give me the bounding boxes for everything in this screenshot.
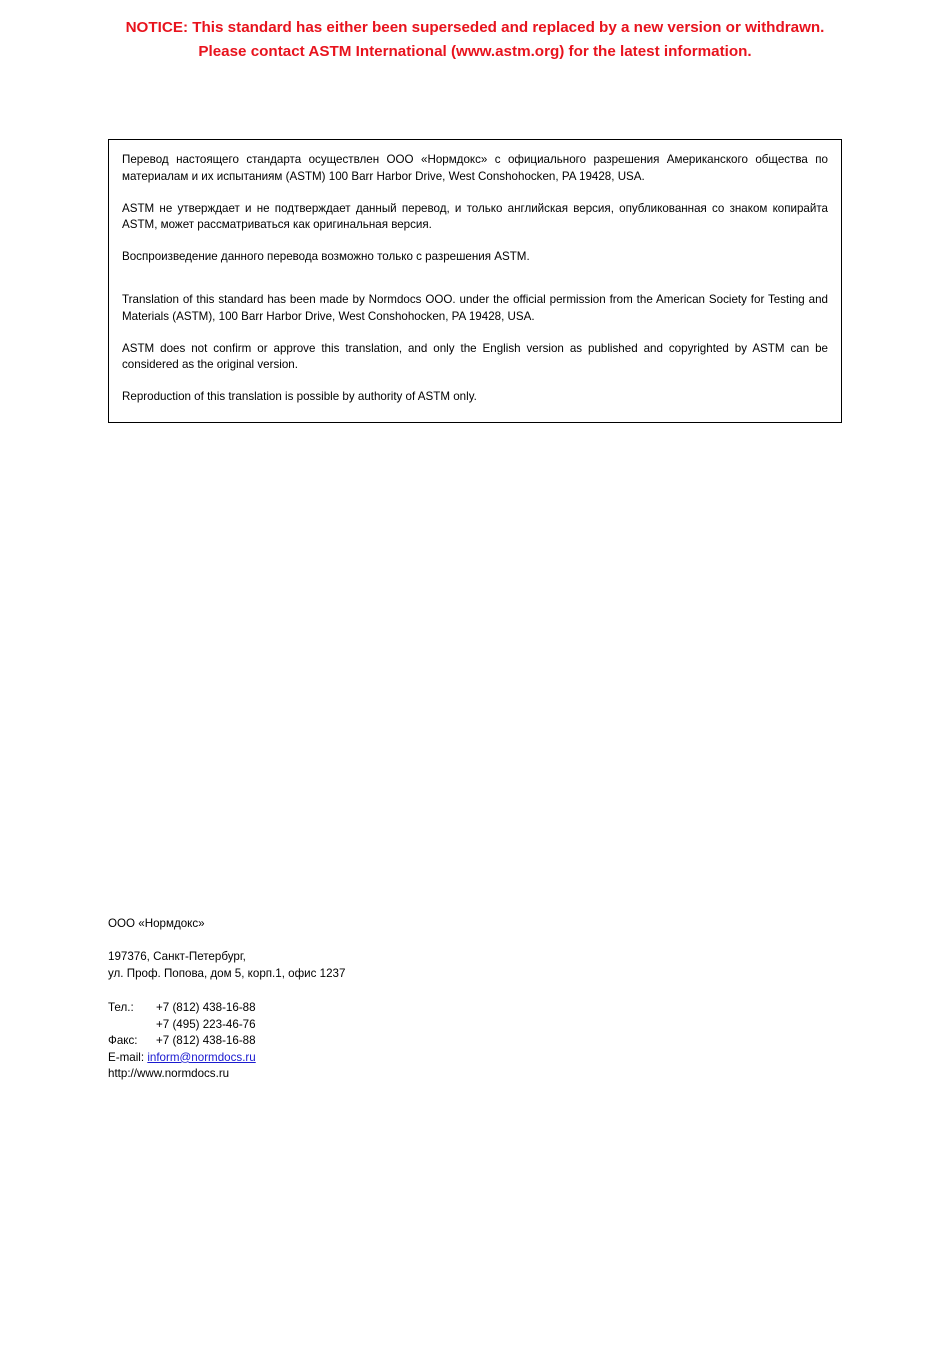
website-row: [108, 1066, 608, 1082]
phone-label: Тел.:: [108, 1001, 134, 1015]
phone-row-2: [108, 1017, 608, 1033]
notice-line-1: NOTICE: This standard has either been superseded and replaced by a new version or withdrawn.: [125, 19, 825, 36]
address-line-2: ул. Проф. Попова, дом 5, корп.1, офис 1237: [108, 966, 346, 980]
phone-number-1: +7 (812) 438-16-88: [156, 1001, 256, 1015]
fax-row: [108, 1033, 608, 1049]
translation-paragraph-ru-2: ASTM не утверждает и не подтверждает данный перевод, и только английская версия, опубликованная со знаком копирайта ASTM, может рассматриваться как оригинальная версия.: [122, 201, 828, 232]
company-address: [108, 949, 608, 982]
phone-row-1: [108, 1000, 608, 1016]
phone-list: [108, 1000, 608, 1049]
company-name: ООО «Нормдокс»: [108, 917, 205, 930]
notice-banner: [0, 16, 950, 63]
fax-label: Факс:: [108, 1034, 138, 1048]
email-link[interactable]: inform@normdocs.ru: [147, 1050, 256, 1064]
translation-paragraph-en-3: Reproduction of this translation is possible by authority of ASTM only.: [122, 390, 477, 404]
notice-line-2: Please contact ASTM International (www.astm.org) for the latest information.: [198, 42, 752, 60]
translation-paragraph-en-1: Translation of this standard has been made by Normdocs OOO. under the official permission from the American Society for Testing and Materials (ASTM), 100 Barr Harbor Drive, West Conshohocken, PA 19428, USA.: [122, 292, 828, 323]
translation-paragraph-en-2: ASTM does not confirm or approve this translation, and only the English version as published and copyrighted by ASTM can be considered as the original version.: [122, 341, 828, 372]
address-line-1: 197376, Санкт-Петербург,: [108, 950, 246, 964]
fax-number: +7 (812) 438-16-88: [156, 1034, 256, 1048]
website-url: http://www.normdocs.ru: [108, 1067, 230, 1081]
contact-block: [108, 916, 608, 1083]
email-row: [108, 1050, 608, 1066]
email-label: E-mail:: [108, 1050, 145, 1064]
translation-paragraph-ru-3: Воспроизведение данного перевода возможно только с разрешения ASTM.: [122, 250, 530, 264]
translation-notice-box: [108, 139, 842, 423]
translation-paragraph-ru-1: Перевод настоящего стандарта осуществлен ООО «Нормдокс» с официального разрешения Американского общества по материалам и их испытаниям (ASTM) 100 Barr Harbor Drive, West Conshohocken, PA 19428, USA.: [122, 153, 828, 183]
phone-number-2: +7 (495) 223-46-76: [156, 1017, 256, 1031]
phone-label-empty: [108, 1017, 156, 1033]
